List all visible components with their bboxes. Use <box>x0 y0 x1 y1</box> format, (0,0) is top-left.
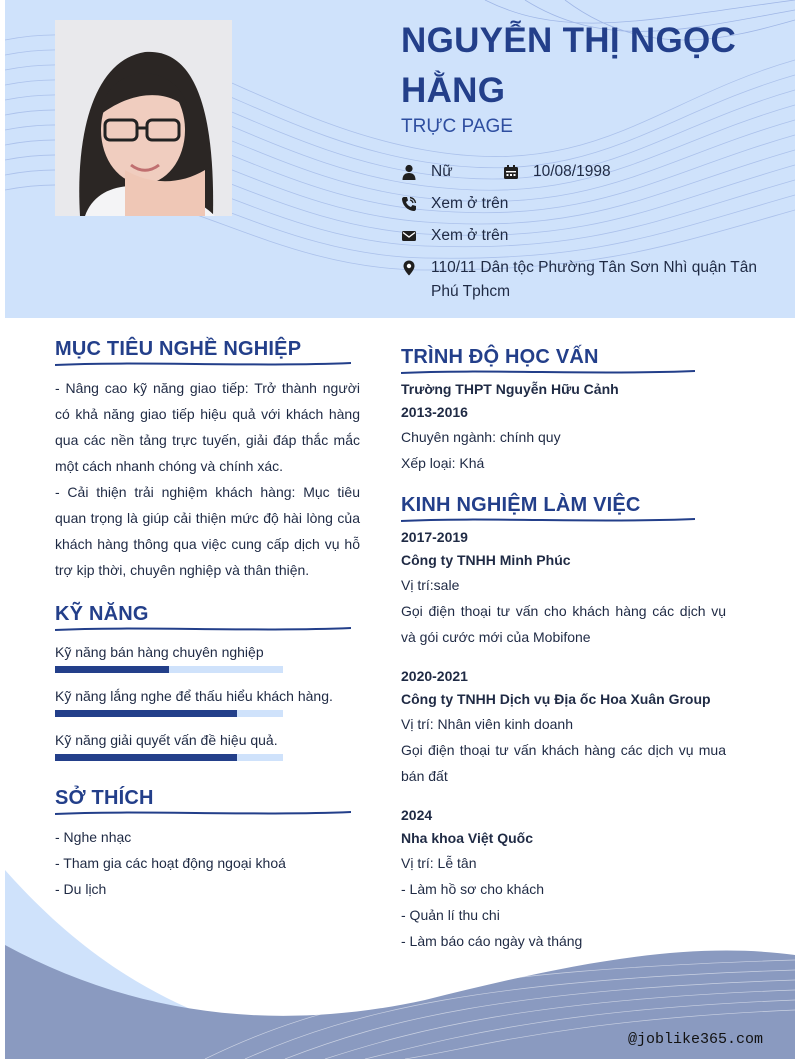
footer-waves <box>5 860 795 1059</box>
skills-underline <box>55 625 351 633</box>
experience-underline <box>401 516 695 524</box>
phone-row <box>401 192 508 216</box>
objective-title: MỤC TIÊU NGHỀ NGHIỆP <box>55 338 302 360</box>
hobby-item: - Du lịch <box>55 881 107 897</box>
education-grade: Xếp loại: Khá <box>401 455 485 471</box>
job-years: 2024 <box>401 807 433 823</box>
location-pin-icon <box>401 260 417 276</box>
objective-paragraph-1: - Nâng cao kỹ năng giao tiếp: Trở thành người có khả năng giao tiếp hiệu quả với khách hàng qua các nền tảng trực tuyến, giải đáp thắc mắc một cách nhanh chóng và chính xác. <box>55 380 360 474</box>
hobbies-title: SỞ THÍCH <box>55 787 154 809</box>
skill-bar-fill <box>55 754 237 761</box>
envelope-icon <box>401 228 417 244</box>
footer-watermark: @joblike365.com <box>627 1031 763 1048</box>
user-icon <box>401 164 417 180</box>
candidate-name: NGUYỄN THỊ NGỌC HẰNG <box>401 21 737 110</box>
address-row <box>401 256 771 304</box>
objective-underline <box>55 360 351 368</box>
job-title: TRỰC PAGE <box>401 116 513 137</box>
job-position: Vị trí: Nhân viên kinh doanh <box>401 716 573 732</box>
skills-title: KỸ NĂNG <box>55 603 149 625</box>
hobby-item: - Tham gia các hoạt động ngoại khoá <box>55 855 286 871</box>
skill-bar-fill <box>55 666 169 673</box>
job-company: Công ty TNHH Dịch vụ Địa ốc Hoa Xuân Group <box>401 691 711 707</box>
skill-bar <box>55 666 283 673</box>
phone-icon <box>401 196 417 212</box>
skill-bar <box>55 754 283 761</box>
hobbies-underline <box>55 809 351 817</box>
job-task: - Làm hồ sơ cho khách <box>401 881 545 897</box>
job-position: Vị trí: Lễ tân <box>401 855 477 871</box>
job-task: - Quản lí thu chi <box>401 907 500 923</box>
education-underline <box>401 368 695 376</box>
job-description: Gọi điện thoại tư vấn cho khách hàng các dịch vụ và gói cước mới của Mobifone <box>401 603 726 645</box>
profile-photo <box>55 20 232 216</box>
job-task: - Làm báo cáo ngày và tháng <box>401 933 583 949</box>
objective-paragraph-2: - Cải thiện trải nghiệm khách hàng: Mục tiêu quan trọng là giúp cải thiện mức độ hài lòng của khách hàng thông qua việc cung cấp dịch vụ hỗ trợ kịp thời, chuyên nghiệp và thân thiện. <box>55 484 360 578</box>
job-company: Nha khoa Việt Quốc <box>401 830 533 846</box>
email-row <box>401 224 508 248</box>
cv-page <box>5 0 795 1059</box>
skill-label: Kỹ năng lắng nghe để thấu hiểu khách hàng. <box>55 688 333 704</box>
job-position: Vị trí:sale <box>401 577 460 593</box>
experience-title: KINH NGHIỆM LÀM VIỆC <box>401 494 641 516</box>
education-major: Chuyên ngành: chính quy <box>401 429 561 445</box>
job-description: Gọi điện thoại tư vấn khách hàng các dịch vụ mua bán đất <box>401 742 726 784</box>
job-company: Công ty TNHH Minh Phúc <box>401 552 571 568</box>
skill-bar <box>55 710 283 717</box>
gender-value: Nữ <box>431 163 453 180</box>
phone-value: Xem ở trên <box>431 195 509 212</box>
skill-bar-fill <box>55 710 237 717</box>
calendar-icon <box>503 164 519 180</box>
hobby-item: - Nghe nhạc <box>55 829 132 845</box>
education-title: TRÌNH ĐỘ HỌC VẤN <box>401 346 599 368</box>
birthdate-value: 10/08/1998 <box>533 163 611 180</box>
address-value: 110/11 Dân tộc Phường Tân Sơn Nhì quận Tân Phú Tphcm <box>431 259 757 300</box>
email-value: Xem ở trên <box>431 227 509 244</box>
skill-label: Kỹ năng bán hàng chuyên nghiệp <box>55 644 264 660</box>
education-school: Trường THPT Nguyễn Hữu Cảnh <box>401 381 619 397</box>
education-years: 2013-2016 <box>401 404 468 420</box>
job-years: 2017-2019 <box>401 529 468 545</box>
gender-row <box>401 160 611 184</box>
skill-label: Kỹ năng giải quyết vấn đề hiệu quả. <box>55 732 278 748</box>
job-years: 2020-2021 <box>401 668 468 684</box>
